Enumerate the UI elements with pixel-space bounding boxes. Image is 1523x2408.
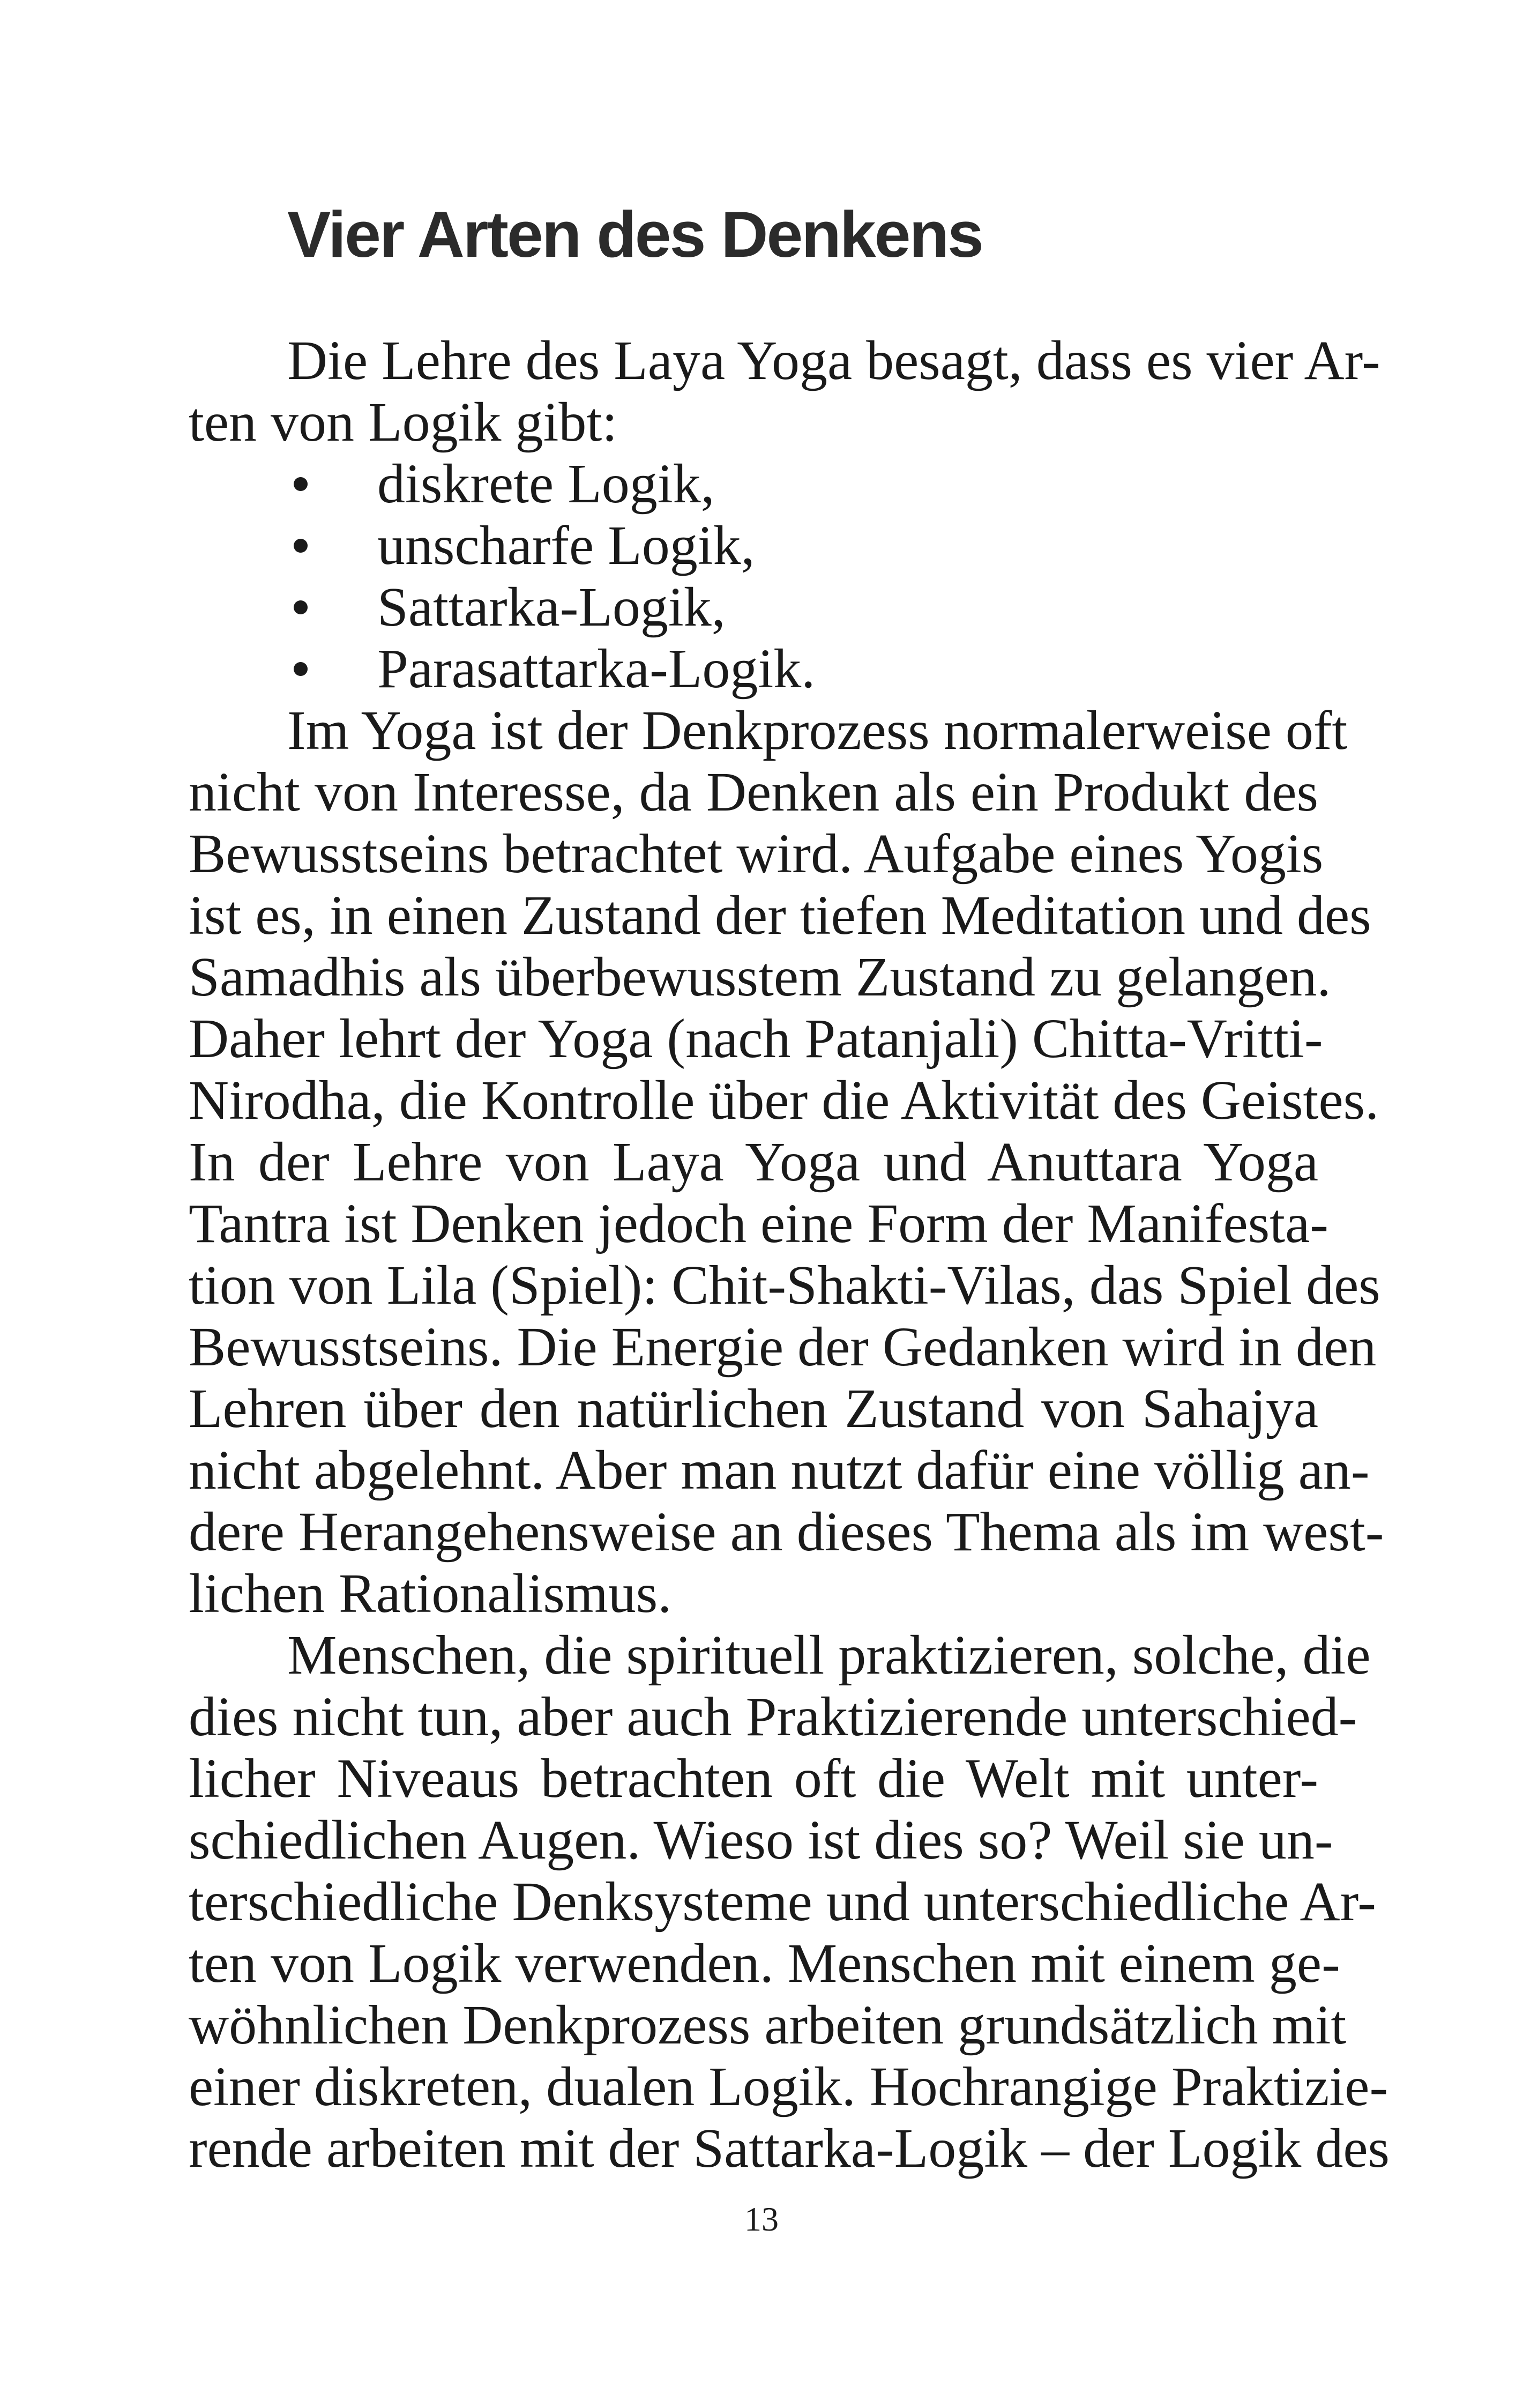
paragraph-3-line: wöhnlichen Denkprozess arbeiten grundsätzlich mit [189,1994,1347,2056]
paragraph-3-line: licher Niveaus betrachten oft die Welt mit unter- [189,1748,1318,1809]
paragraph-3-line: Menschen, die spirituell praktizieren, solche, die [287,1624,1371,1686]
bullet-icon [294,662,308,676]
paragraph-2-line: Nirodha, die Kontrolle über die Aktivität des Geistes. [189,1069,1379,1131]
paragraph-2-line: Bewusstseins. Die Energie der Gedanken wird in den [189,1316,1377,1378]
page-number: 13 [744,2200,779,2238]
paragraph-2-line: dere Herangehensweise an dieses Thema als im west- [189,1501,1384,1563]
paragraph-3-line: rende arbeiten mit der Sattarka-Logik – der Logik des [189,2117,1390,2179]
list-item-text: Parasattarka-Logik. [377,638,816,700]
paragraph-2-line: Lehren über den natürlichen Zustand von Sahajya [189,1378,1318,1439]
paragraph-2-line: nicht abgelehnt. Aber man nutzt dafür eine völlig an- [189,1439,1370,1501]
bullet-icon [294,539,308,553]
list-item-text: Sattarka-Logik, [377,576,726,638]
list-item-text: diskrete Logik, [377,453,715,515]
chapter-heading: Vier Arten des Denkens [287,198,982,271]
paragraph-2-line: Samadhis als überbewusstem Zustand zu gelangen. [189,946,1331,1008]
paragraph-2-line: ist es, in einen Zustand der tiefen Meditation und des [189,885,1371,946]
paragraph-3-line: dies nicht tun, aber auch Praktizierende unterschied- [189,1686,1357,1748]
body-text [189,330,1390,2179]
paragraph-2-line: Tantra ist Denken jedoch eine Form der Manifesta- [189,1193,1328,1254]
paragraph-3-line: einer diskreten, dualen Logik. Hochrangige Praktizie- [189,2056,1388,2117]
paragraph-3-line: schiedlichen Augen. Wieso ist dies so? Weil sie un- [189,1809,1333,1871]
list-item [189,515,1318,576]
list-item [189,576,1318,638]
list-item-text: unscharfe Logik, [377,515,755,576]
list-item [189,453,1318,515]
bullet-icon [294,600,308,614]
paragraph-2-line: tion von Lila (Spiel): Chit-Shakti-Vilas, das Spiel des [189,1254,1380,1316]
paragraph-2-line: Im Yoga ist der Denkprozess normalerweise oft [287,700,1348,761]
paragraph-2-line: nicht von Interesse, da Denken als ein Produkt des [189,761,1318,823]
paragraph-2-line: In der Lehre von Laya Yoga und Anuttara Yoga [189,1131,1318,1193]
paragraph-3-line: ten von Logik verwenden. Menschen mit einem ge- [189,1933,1340,1994]
list-item [189,638,1318,700]
bullet-icon [294,477,308,491]
paragraph-1-line: ten von Logik gibt: [189,391,618,453]
paragraph-1-line: Die Lehre des Laya Yoga besagt, dass es vier Ar- [287,330,1380,391]
paragraph-2-line: Bewusstseins betrachtet wird. Aufgabe eines Yogis [189,823,1324,885]
paragraph-3-line: terschiedliche Denksysteme und unterschiedliche Ar- [189,1871,1376,1933]
paragraph-2-line: Daher lehrt der Yoga (nach Patanjali) Chitta-Vritti- [189,1008,1323,1069]
paragraph-2-line: lichen Rationalismus. [189,1563,672,1624]
